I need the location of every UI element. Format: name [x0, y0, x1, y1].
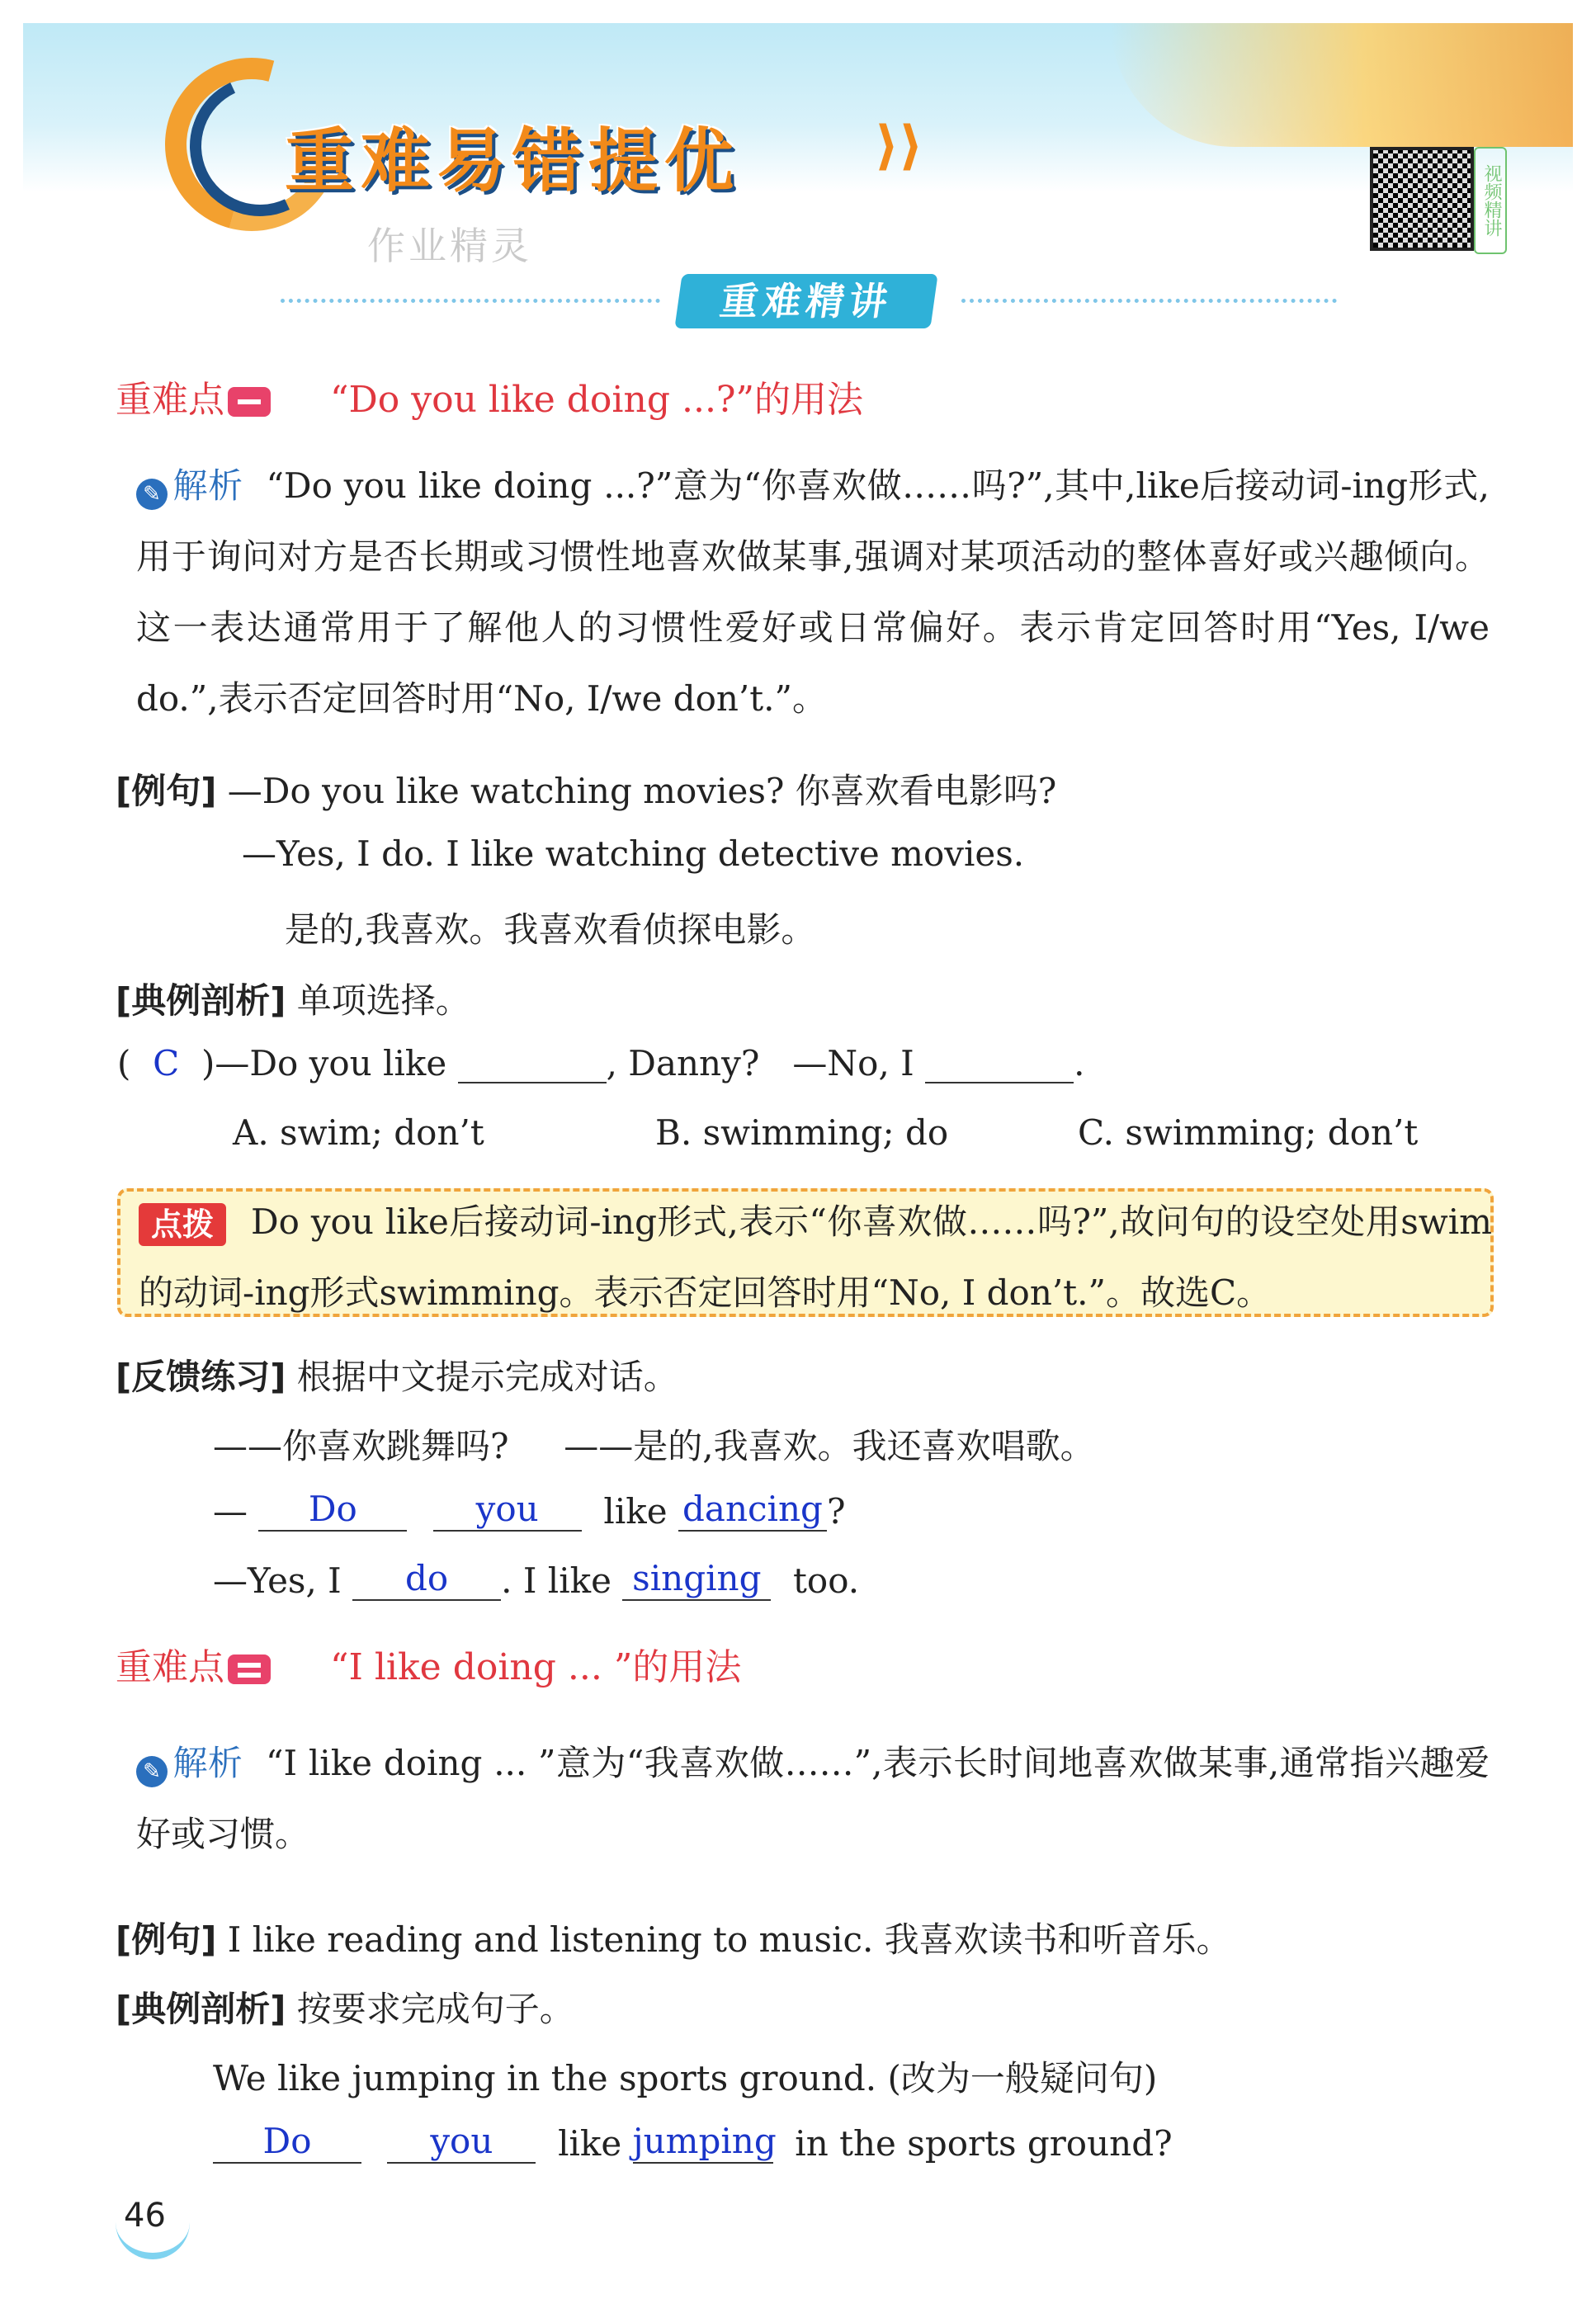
- feedback-blank-4[interactable]: do: [352, 1558, 501, 1601]
- example-1-answer-cn: 是的,我喜欢。我喜欢看侦探电影。: [285, 909, 816, 950]
- tip-badge: 点拨: [139, 1203, 226, 1246]
- pencil-icon: ✎: [136, 1756, 168, 1787]
- title-arrows-icon: ⟩⟩: [875, 116, 923, 177]
- transform-answer: Do you like jumping in the sports ground?: [213, 2121, 1173, 2164]
- example-2-text: I like reading and listening to music. 我喜欢读书和听音乐。: [227, 1919, 1231, 1960]
- analysis-2: [136, 1728, 1490, 1870]
- mc-answer: C: [153, 1043, 180, 1083]
- analysis-label: ✎ 解析: [136, 465, 243, 506]
- typical-1-instruction: 单项选择。: [296, 980, 470, 1021]
- feedback-instruction: 根据中文提示完成对话。: [296, 1357, 678, 1397]
- feedback-answer: —Yes, I do . I like singing too.: [213, 1558, 860, 1601]
- feedback-blank-2[interactable]: you: [433, 1489, 582, 1532]
- feedback-question: — Do you like dancing ?: [213, 1489, 846, 1532]
- qr-code-icon[interactable]: [1370, 147, 1474, 251]
- mc-option-b[interactable]: B. swimming; do: [655, 1112, 949, 1153]
- mc-blank-1[interactable]: [458, 1082, 607, 1083]
- key-point-2-title: “I like doing ... ”的用法: [330, 1646, 742, 1688]
- mc-question: ( C )—Do you like , Danny? —No, I .: [117, 1043, 1085, 1083]
- typical-tag: 典例剖析: [131, 1989, 271, 2029]
- key-point-1-title: “Do you like doing ...?”的用法: [330, 379, 864, 421]
- transform-blank-2[interactable]: you: [387, 2121, 536, 2164]
- example-1-question: —Do you like watching movies? 你喜欢看电影吗?: [227, 771, 1057, 811]
- banner-divider-right: [961, 299, 1337, 303]
- example-2: [例句] I like reading and listening to music. 我喜欢读书和听音乐。: [116, 1919, 1231, 1960]
- mc-option-a[interactable]: A. swim; don’t: [233, 1112, 484, 1153]
- feedback-blank-5[interactable]: singing: [622, 1558, 771, 1601]
- key-point-1-label: 重难点: [116, 370, 271, 422]
- sub-banner: 重难精讲: [674, 274, 937, 328]
- section-title: 重难易错提优: [285, 120, 741, 201]
- banner-divider-left: [281, 299, 660, 303]
- tip-text: Do you like后接动词-ing形式,表示“你喜欢做……吗?”,故问句的设空处用swim的动词-ing形式swimming。表示否定回答时用“No, I don’t.”。故选C。: [139, 1201, 1492, 1313]
- example-1-answer: —Yes, I do. I like watching detective movies.: [242, 833, 1025, 874]
- feedback-chinese: ——你喜欢跳舞吗? ——是的,我喜欢。我还喜欢唱歌。: [213, 1426, 1095, 1466]
- typical-tag: 典例剖析: [131, 980, 271, 1021]
- example-1: [例句] —Do you like watching movies? 你喜欢看电影吗?: [116, 771, 1057, 811]
- number-one-icon: [228, 387, 271, 417]
- typical-2: [典例剖析] 按要求完成句子。: [116, 1989, 574, 2029]
- qr-label: 视频精讲: [1474, 147, 1507, 254]
- page-number: 46: [124, 2197, 166, 2235]
- analysis-2-text: “I like doing ... ”意为“我喜欢做……”,表示长时间地喜欢做某事,通常指兴趣爱好或习惯。: [136, 1743, 1490, 1854]
- typical-1: [典例剖析] 单项选择。: [116, 980, 470, 1021]
- header-swoosh: [1111, 23, 1573, 147]
- key-point-2-label: 重难点: [116, 1637, 271, 1690]
- pencil-icon: ✎: [136, 479, 168, 510]
- feedback-1: [反馈练习] 根据中文提示完成对话。: [116, 1357, 678, 1397]
- analysis-1-text: “Do you like doing ...?”意为“你喜欢做……吗?”,其中,like后接动词-ing形式,用于询问对方是否长期或习惯性地喜欢做某事,强调对某项活动的整体喜好或兴趣倾向。这一表达通常用于了解他人的习惯性爱好或日常偏好。表示肯定回答时用“Yes, I/we do.”,表示否定回答时用“No, I/we don’t.”。: [136, 465, 1490, 719]
- feedback-tag: 反馈练习: [131, 1357, 271, 1397]
- number-two-icon: [228, 1655, 271, 1684]
- watermark: 作业精灵: [367, 224, 532, 268]
- transform-blank-3[interactable]: jumping: [633, 2121, 773, 2164]
- transform-sentence: We like jumping in the sports ground. (改为一般疑问句): [213, 2058, 1158, 2098]
- example-tag: 例句: [131, 1919, 201, 1960]
- analysis-label: ✎ 解析: [136, 1743, 243, 1783]
- transform-blank-1[interactable]: Do: [213, 2121, 361, 2164]
- typical-2-instruction: 按要求完成句子。: [296, 1989, 574, 2029]
- mc-option-c[interactable]: C. swimming; don’t: [1078, 1112, 1419, 1153]
- example-tag: 例句: [131, 771, 201, 811]
- mc-blank-2[interactable]: [925, 1082, 1074, 1083]
- analysis-1: [136, 451, 1490, 734]
- feedback-blank-3[interactable]: dancing: [678, 1489, 827, 1532]
- feedback-blank-1[interactable]: Do: [258, 1489, 407, 1532]
